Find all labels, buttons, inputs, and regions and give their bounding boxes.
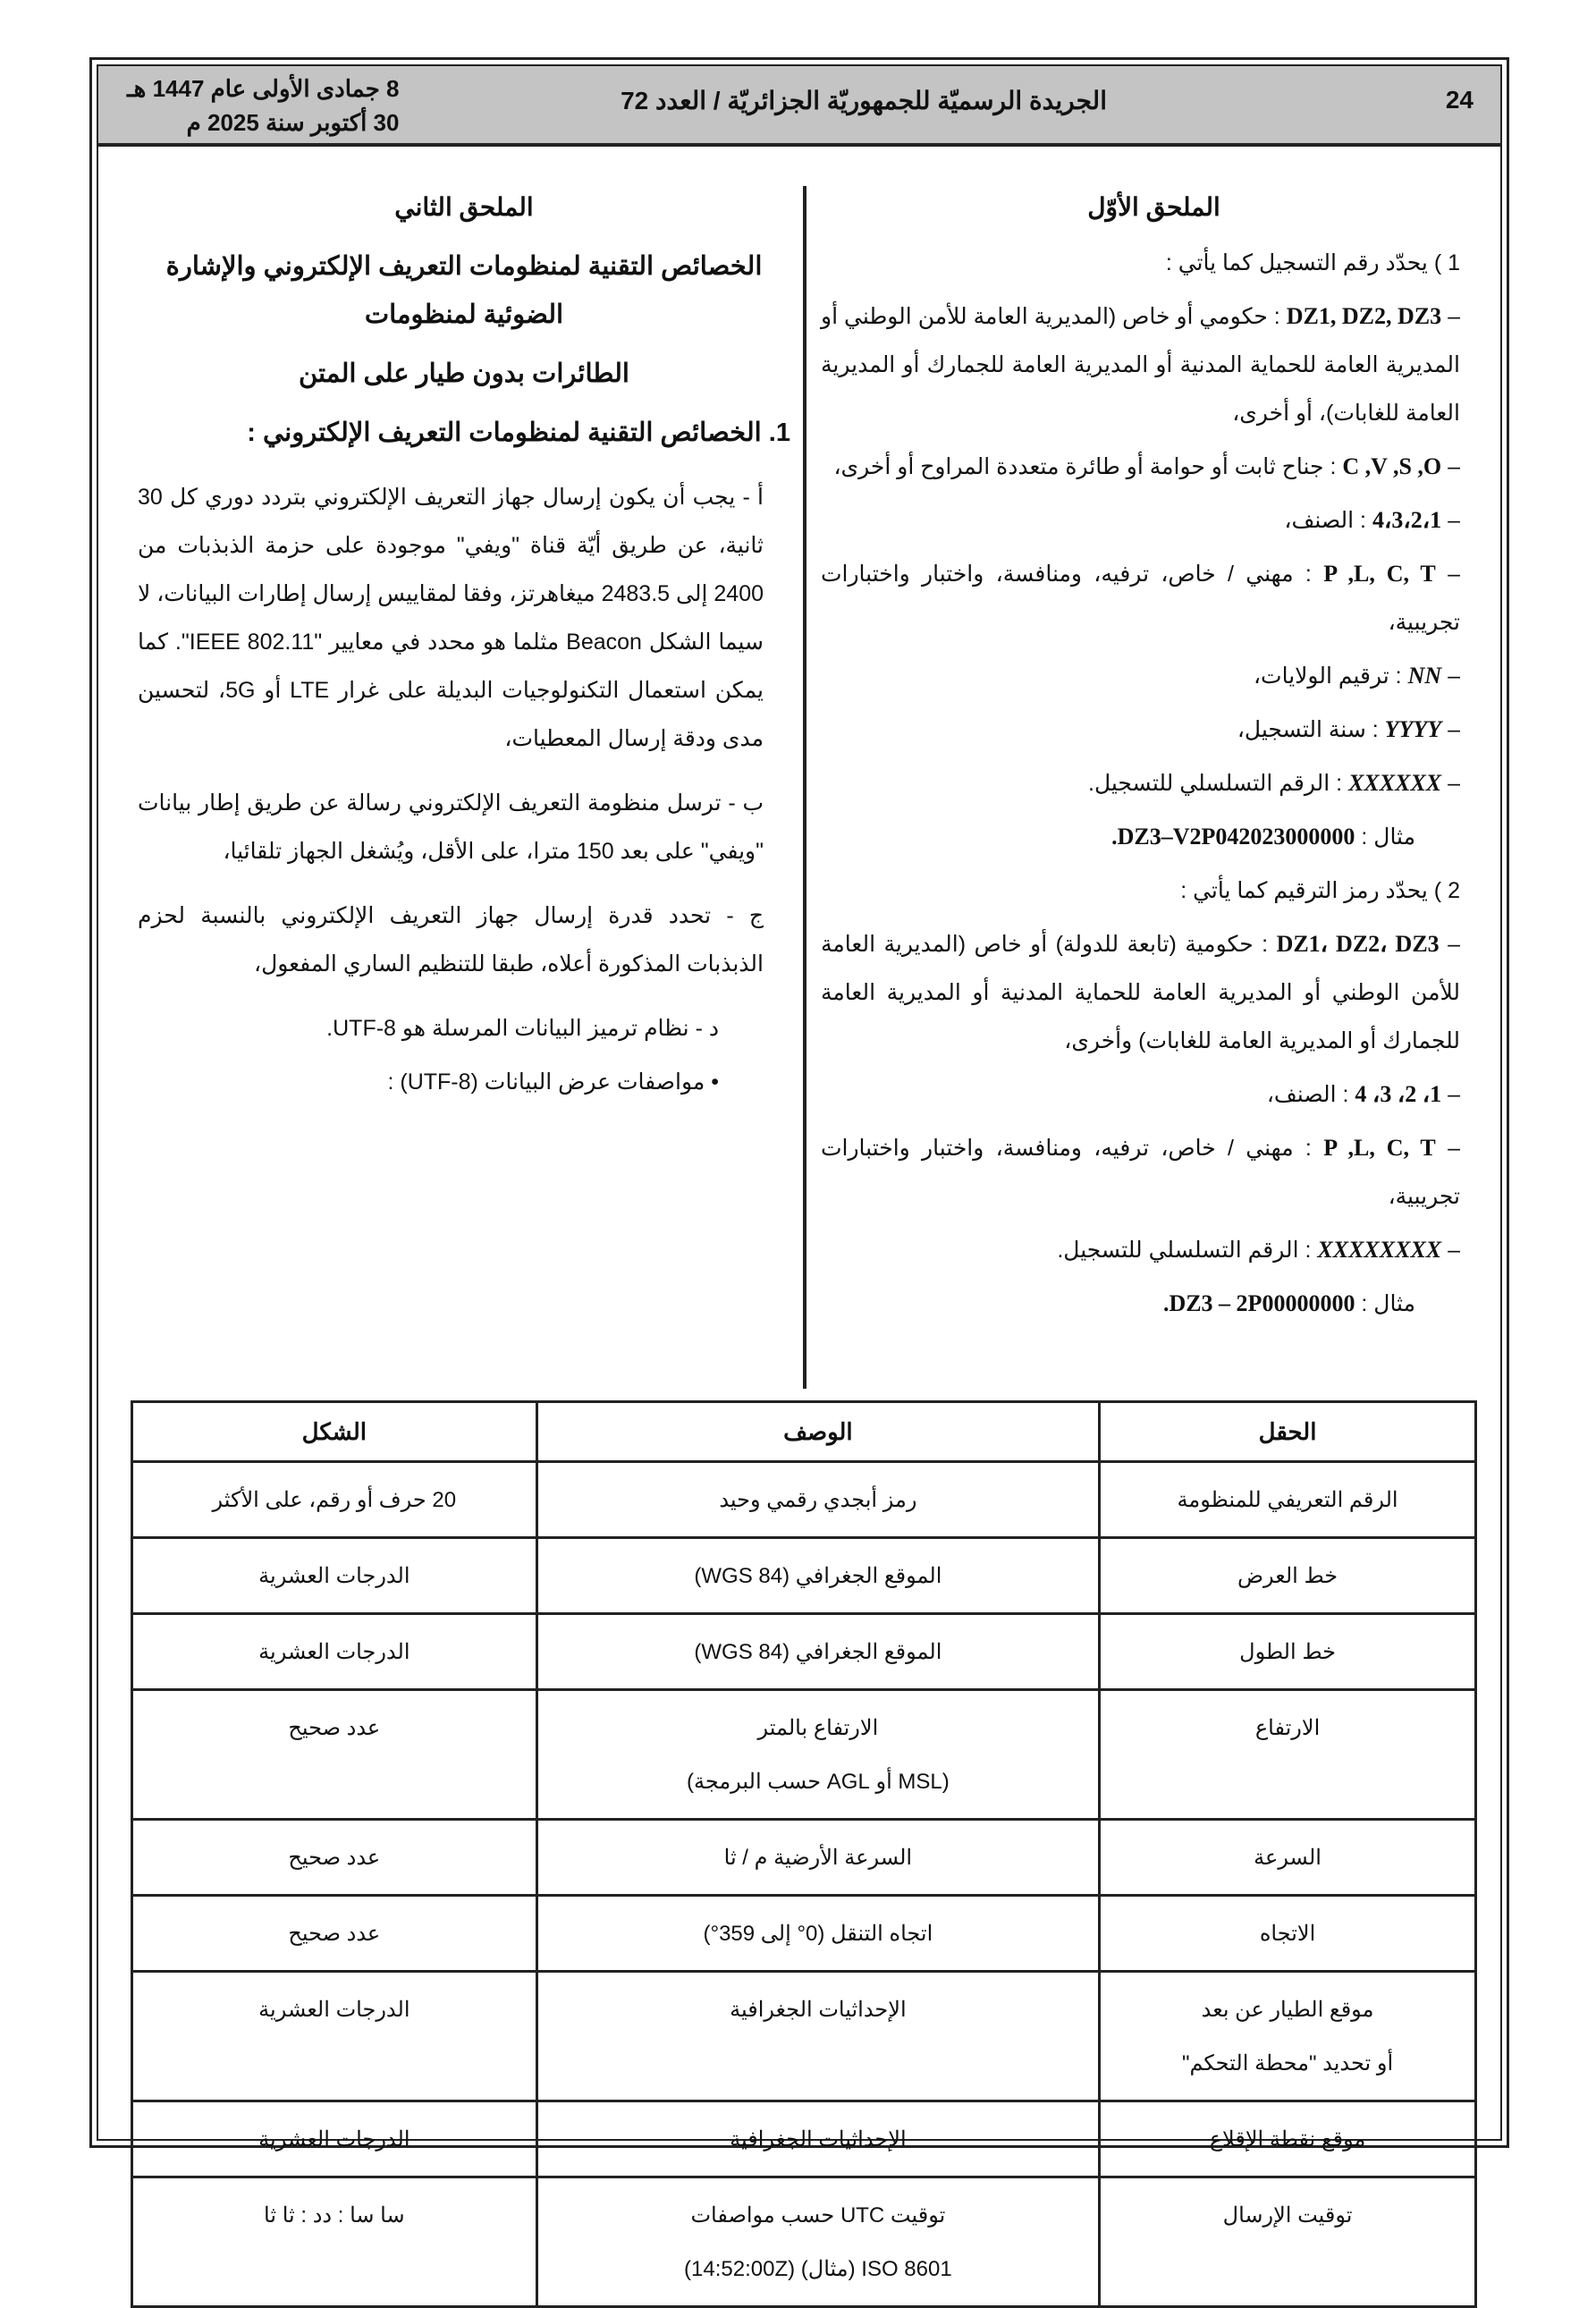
cell-line: الدرجات العشرية xyxy=(258,1564,410,1588)
dash-marker: – xyxy=(1441,664,1460,689)
item-term: 4،3،2،1 xyxy=(1372,507,1442,533)
list-item xyxy=(821,920,1487,1065)
annex-2-subtitle-2: الطائرات بدون طيار على المتن xyxy=(298,359,629,388)
cell-description xyxy=(536,1538,1099,1614)
cell-line: أو تحديد "محطة التحكم" xyxy=(1181,2051,1394,2076)
cell-line: (MSL أو AGL حسب البرمجة) xyxy=(686,1770,950,1794)
example-label: مثال : xyxy=(1355,1291,1415,1316)
cell-description xyxy=(536,1896,1099,1972)
cell-line: الإحداثيات الجغرافية xyxy=(730,2127,907,2152)
page-header xyxy=(98,66,1500,147)
header-field: الحقل xyxy=(1100,1402,1476,1462)
table-header-row xyxy=(132,1402,1476,1462)
cell-field xyxy=(1100,1972,1476,2101)
dash-marker: – xyxy=(1441,508,1460,533)
cell-line: الارتفاع بالمتر xyxy=(757,1716,879,1740)
item-text: : حكومي أو خاص (المديرية العامة للأمن الوطني أو المديرية العامة للحماية المدنية أو المديرية العامة للجمارك أو المديرية العامة للغابات)، أو أخرى، xyxy=(821,304,1460,426)
cell-description xyxy=(536,2177,1099,2307)
cell-line: اتجاه التنقل (0° إلى 359°) xyxy=(703,1922,933,1946)
paragraph-d: د - نظام ترميز البيانات المرسلة هو UTF-8. xyxy=(326,1016,719,1041)
item-term: P ,L, C, T xyxy=(1323,561,1436,587)
cell-line: السرعة الأرضية م / ثا xyxy=(723,1846,913,1870)
dash-marker: – xyxy=(1441,771,1460,796)
list-item xyxy=(821,1070,1487,1119)
item-text: : مهني / خاص، ترفيه، ومنافسة، واختبار واختبارات تجريبية، xyxy=(821,1136,1460,1209)
dash-marker: – xyxy=(1435,1136,1461,1161)
list-item xyxy=(821,443,1487,491)
cell-line: الدرجات العشرية xyxy=(258,1640,410,1664)
cell-format xyxy=(132,1538,537,1614)
gazette-title: الجريدة الرسميّة للجمهوريّة الجزائريّة / العدد 72 xyxy=(621,87,1107,114)
example-label: مثال : xyxy=(1355,824,1415,850)
cell-description xyxy=(536,1462,1099,1538)
table-row xyxy=(132,2177,1476,2307)
cell-format xyxy=(132,1690,537,1820)
cell-line: الموقع الجغرافي (WGS 84) xyxy=(694,1564,942,1588)
cell-line: الإحداثيات الجغرافية xyxy=(730,1998,907,2022)
dash-marker: – xyxy=(1441,1238,1460,1263)
item-term: 1، 2، 3، 4 xyxy=(1355,1081,1442,1107)
issue-date xyxy=(127,72,399,139)
list-item xyxy=(821,1124,1487,1221)
cell-line: ISO 8601 (مثال) (14:52:00Z) xyxy=(684,2257,952,2281)
example-value: DZ3 – 2P00000000. xyxy=(1162,1290,1355,1316)
table-row xyxy=(132,1820,1476,1896)
item-term: XXXXXX xyxy=(1348,770,1442,796)
annex-1-column xyxy=(821,183,1487,1333)
table-row xyxy=(132,1614,1476,1690)
cell-line: سا سا : دد : ثا ثا xyxy=(264,2203,405,2228)
item-text: : الرقم التسلسلي للتسجيل. xyxy=(1088,771,1349,796)
item-text: : جناح ثابت أو حوامة أو طائرة متعددة المراوح أو أخرى، xyxy=(833,454,1343,479)
table-row xyxy=(132,1896,1476,1972)
cell-field xyxy=(1100,2177,1476,2307)
cell-field xyxy=(1100,1820,1476,1896)
cell-line: خط الطول xyxy=(1239,1640,1336,1664)
numbering-intro: 2 ) يحدّد رمز الترقيم كما يأتي : xyxy=(1180,878,1460,903)
cell-format xyxy=(132,2177,537,2307)
date-hijri: 8 جمادى الأولى عام 1447 هـ xyxy=(127,75,400,102)
table-row xyxy=(132,1690,1476,1820)
annex-2-title: الملحق الثاني xyxy=(394,193,534,221)
cell-line: الدرجات العشرية xyxy=(258,2127,410,2152)
cell-line: الرقم التعريفي للمنظومة xyxy=(1177,1488,1398,1512)
header-description: الوصف xyxy=(536,1402,1099,1462)
item-text: : الرقم التسلسلي للتسجيل. xyxy=(1057,1238,1318,1263)
list-item xyxy=(821,550,1487,647)
table-row xyxy=(132,2101,1476,2177)
cell-description xyxy=(536,1614,1099,1690)
display-spec-bullet: • مواصفات عرض البيانات (UTF-8) : xyxy=(387,1069,719,1095)
cell-line: عدد صحيح xyxy=(288,1922,381,1946)
item-term: DZ1، DZ2، DZ3 xyxy=(1276,931,1440,957)
cell-line: عدد صحيح xyxy=(288,1716,381,1740)
annex-1-title: الملحق الأوّل xyxy=(1087,193,1220,221)
dash-marker: – xyxy=(1441,717,1460,742)
cell-field xyxy=(1100,1690,1476,1820)
data-spec-table xyxy=(131,1400,1477,2308)
cell-line: الموقع الجغرافي (WGS 84) xyxy=(694,1640,942,1664)
section-1-heading: 1. الخصائص التقنية لمنظومات التعريف الإلكتروني : xyxy=(247,418,790,447)
page-number: 24 xyxy=(1445,86,1474,114)
cell-description xyxy=(536,1972,1099,2101)
cell-line: الدرجات العشرية xyxy=(258,1998,410,2022)
cell-description xyxy=(536,2101,1099,2177)
registration-intro: 1 ) يحدّد رقم التسجيل كما يأتي : xyxy=(1165,250,1460,275)
item-text: : الصنف، xyxy=(1266,1082,1355,1107)
cell-field xyxy=(1100,1896,1476,1972)
paragraph-c: ج - تحدد قدرة إرسال جهاز التعريف الإلكتروني بالنسبة لحزم الذبذبات المذكورة أعلاه، طبقا للتنظيم الساري المفعول، xyxy=(138,903,764,976)
dash-marker: – xyxy=(1441,304,1460,329)
cell-line: رمز أبجدي رقمي وحيد xyxy=(719,1488,917,1512)
cell-description xyxy=(536,1820,1099,1896)
table-row xyxy=(132,1538,1476,1614)
item-term: C ,V ,S ,O xyxy=(1342,453,1442,479)
dash-marker: – xyxy=(1439,932,1461,957)
cell-field xyxy=(1100,2101,1476,2177)
cell-format xyxy=(132,1820,537,1896)
cell-line: خط العرض xyxy=(1237,1564,1338,1588)
cell-line: توقيت الإرسال xyxy=(1222,2203,1353,2228)
cell-line: موقع نقطة الإقلاع xyxy=(1209,2127,1366,2152)
cell-field xyxy=(1100,1614,1476,1690)
list-item xyxy=(821,292,1487,437)
list-item xyxy=(821,759,1487,807)
paragraph-a: أ - يجب أن يكون إرسال جهاز التعريف الإلكتروني بتردد دوري كل 30 ثانية، عن طريق أيّة قناة "ويفي" موجودة على حزمة الذبذبات من 2400 إلى 2483.5 ميغاهرتز، وفقا لمقاييس إرسال إطارات البيانات، لا سيما الشكل Beacon مثلما هو محدد في معايير "IEEE 802.11". كما يمكن استعمال التكنولوجيات البديلة على غرار LTE أو 5G، لتحسين مدى ودقة إرسال المعطيات، xyxy=(138,485,764,751)
cell-line: 20 حرف أو رقم، على الأكثر xyxy=(212,1488,457,1512)
cell-format xyxy=(132,1614,537,1690)
cell-format xyxy=(132,1462,537,1538)
item-text: : سنة التسجيل، xyxy=(1237,717,1385,742)
table-row xyxy=(132,1972,1476,2101)
item-text: : حكومية (تابعة للدولة) أو خاص (المديرية العامة للأمن الوطني أو المديرية العامة للحماية المدنية أو المديرية العامة للجمارك أو المديرية العامة للغابات) وأخرى، xyxy=(821,932,1460,1053)
item-term: NN xyxy=(1407,663,1442,689)
dash-marker: – xyxy=(1441,454,1460,479)
date-gregorian: 30 أكتوبر سنة 2025 م xyxy=(186,109,400,136)
item-term: P ,L, C, T xyxy=(1323,1135,1436,1161)
example-2 xyxy=(821,1280,1487,1328)
example-value: DZ3–V2P042023000000. xyxy=(1111,824,1355,850)
list-item xyxy=(821,706,1487,754)
cell-line: السرعة xyxy=(1254,1846,1322,1870)
cell-line: الاتجاه xyxy=(1259,1922,1316,1946)
annex-2-subtitle: الخصائص التقنية لمنظومات التعريف الإلكتروني والإشارة الضوئية لمنظومات xyxy=(165,252,763,329)
item-term: DZ1, DZ2, DZ3 xyxy=(1286,303,1442,329)
example-1 xyxy=(821,813,1487,861)
item-term: XXXXXXXX xyxy=(1317,1237,1442,1263)
cell-field xyxy=(1100,1462,1476,1538)
cell-field xyxy=(1100,1538,1476,1614)
cell-line: الارتفاع xyxy=(1254,1716,1321,1740)
cell-line: موقع الطيار عن بعد xyxy=(1201,1998,1374,2022)
cell-format xyxy=(132,2101,537,2177)
cell-line: عدد صحيح xyxy=(288,1846,381,1870)
list-item xyxy=(821,652,1487,700)
list-item xyxy=(821,496,1487,545)
item-text: : ترقيم الولايات، xyxy=(1253,664,1408,689)
annex-2-column xyxy=(138,183,790,1112)
table-row xyxy=(132,1462,1476,1538)
list-item xyxy=(821,1226,1487,1274)
column-divider xyxy=(803,186,806,1389)
item-text: : مهني / خاص، ترفيه، ومنافسة، واختبار واختبارات تجريبية، xyxy=(821,562,1460,635)
cell-format xyxy=(132,1896,537,1972)
cell-line: توقيت UTC حسب مواصفات xyxy=(690,2203,946,2228)
cell-format xyxy=(132,1972,537,2101)
dash-marker: – xyxy=(1441,1082,1460,1107)
item-text: : الصنف، xyxy=(1284,508,1372,533)
cell-description xyxy=(536,1690,1099,1820)
item-term: YYYY xyxy=(1384,716,1442,742)
header-format: الشكل xyxy=(132,1402,537,1462)
dash-marker: – xyxy=(1435,562,1461,587)
paragraph-b: ب - ترسل منظومة التعريف الإلكتروني رسالة عن طريق إطار بيانات "ويفي" على بعد 150 مترا، على الأقل، ويُشغل الجهاز تلقائيا، xyxy=(138,790,764,864)
